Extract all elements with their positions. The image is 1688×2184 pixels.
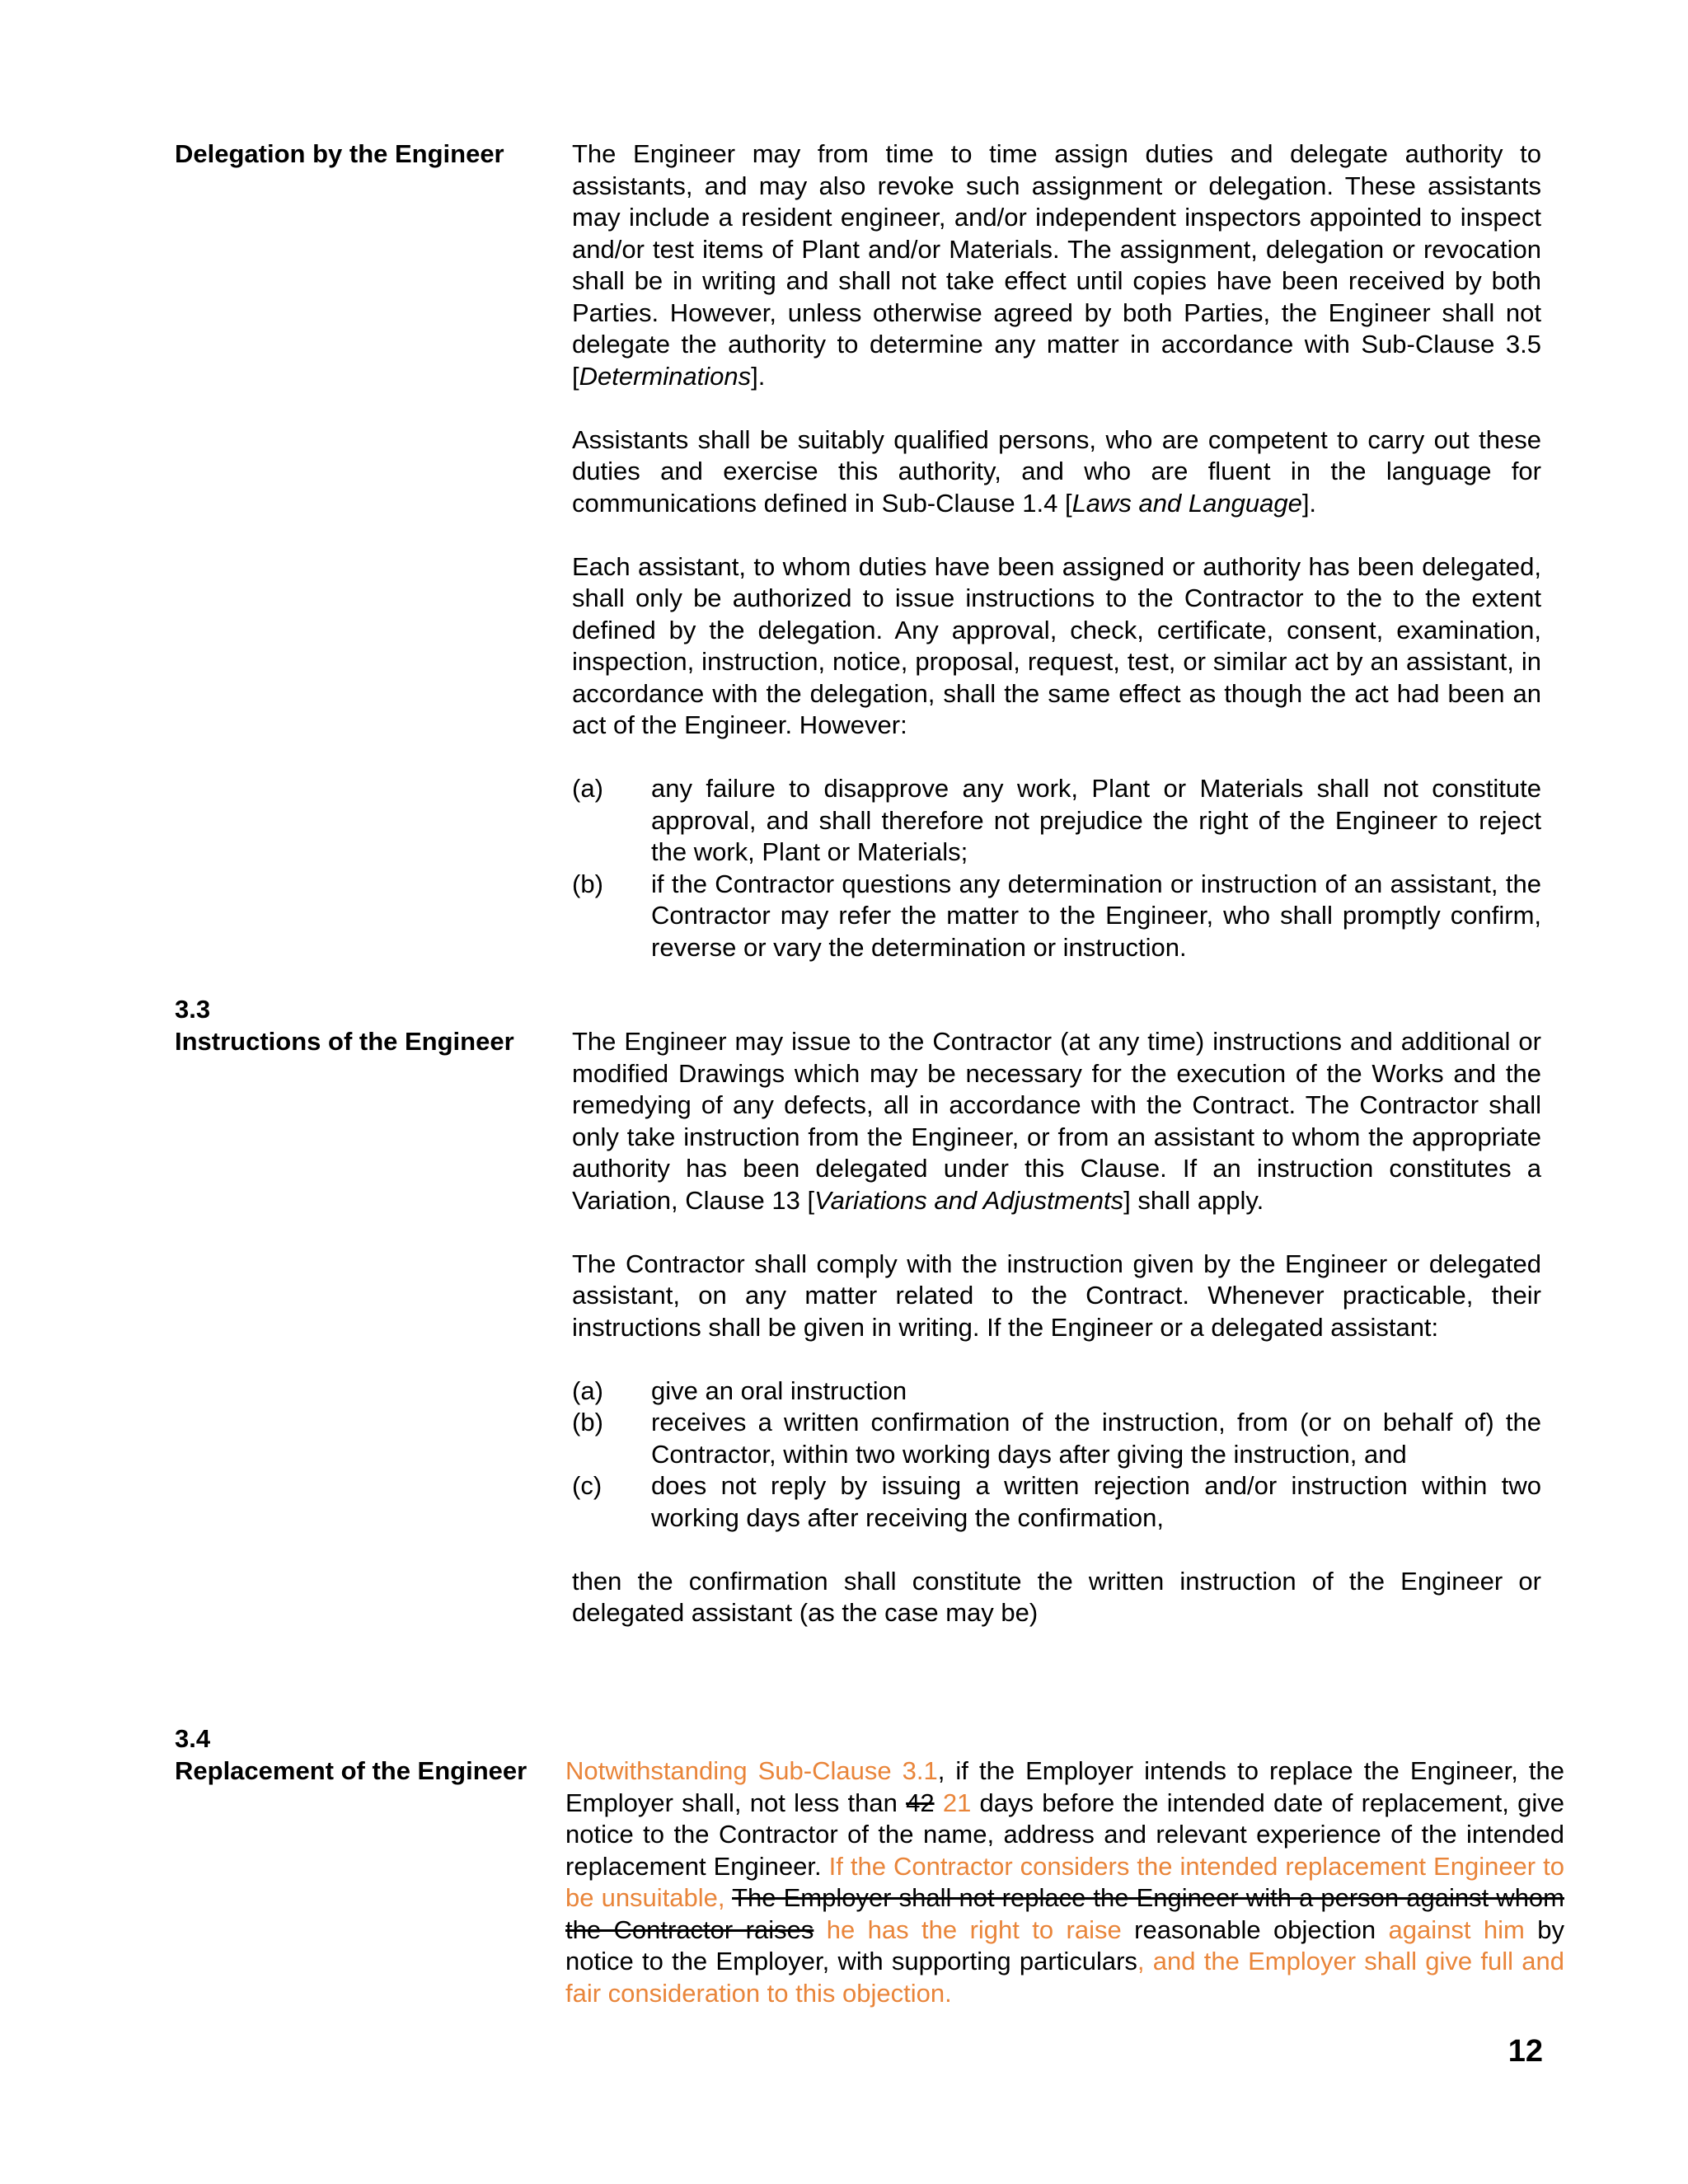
list-item-text: if the Contractor questions any determination or instruction of an assistant, the Contractor may refer the matter to the Engineer, who shall promptly confirm, reverse or vary the determination or instruction. xyxy=(651,869,1541,962)
delegation-p2-italic: Laws and Language xyxy=(1071,488,1302,518)
inserted-text: , and the Employer shall give full and fair consideration to this objection. xyxy=(565,1947,1564,2008)
clause-3-4-body xyxy=(565,1755,1564,2009)
clause-3-3-paragraph-1 xyxy=(572,1026,1541,1216)
delegation-heading: Delegation by the Engineer xyxy=(175,139,504,168)
inserted-text: he has the right to raise xyxy=(814,1915,1122,1944)
list-item xyxy=(572,869,1541,964)
inserted-text: 21 xyxy=(942,1788,972,1817)
list-item-text: does not reply by issuing a written rejection and/or instruction within two working days after receiving the confirmation, xyxy=(651,1471,1541,1532)
page-number: 12 xyxy=(1507,2034,1543,2069)
delegation-paragraph-3: Each assistant, to whom duties have been assigned or authority has been delegated, shall only be authorized to issue instructions to the Contractor to the to the extent defined by the delegation. Any approval, check, certificate, consent, examination, inspection, instruction, notice, proposal, request, test, or similar act by an assistant, in accordance with the delegation, shall the same effect as though the act had been an act of the Engineer. However: xyxy=(572,551,1541,739)
delegation-body xyxy=(572,138,1541,963)
list-item-label: (a) xyxy=(572,774,603,803)
list-item-label: (c) xyxy=(572,1471,603,1500)
deleted-text: The Employer shall not replace the Engineer with a person against whom the Contractor raises xyxy=(565,1883,1564,1944)
list-item-label: (b) xyxy=(572,869,603,898)
inserted-text: If the Contractor considers the intended replacement Engineer to be unsuitable, xyxy=(565,1851,1564,1912)
list-item xyxy=(572,1470,1541,1534)
delegation-paragraph-2 xyxy=(572,424,1541,520)
clause-3-4-number: 3.4 xyxy=(175,1724,211,1753)
inserted-text: against him xyxy=(1388,1915,1525,1944)
list-item-text: receives a written confirmation of the instruction, from (or on behalf of) the Contractor, within two working days after giving the instruction, and xyxy=(651,1408,1541,1469)
delegation-p1-end: ]. xyxy=(751,361,766,391)
list-item-label: (a) xyxy=(572,1376,603,1405)
clause-3-3-p1-text: The Engineer may issue to the Contractor (at any time) instructions and additional or modified Drawings which may be necessary for the execution of the Works and the remedying of any defects, all in accordance with the Contract. The Contractor shall only take instruction from the Engineer, or from an assistant to whom the appropriate authority has been delegated under this Clause. If an instruction constitutes a Variation, Clause 13 [ xyxy=(572,1027,1541,1215)
clause-3-4-title: Replacement of the Engineer xyxy=(175,1756,528,1785)
clause-3-4-paragraph xyxy=(565,1755,1564,2009)
deleted-text: 42 xyxy=(906,1788,935,1817)
list-item xyxy=(572,773,1541,869)
clause-3-3-paragraph-3: then the confirmation shall constitute the written instruction of the Engineer or delegated assistant (as the case may be) xyxy=(572,1566,1541,1627)
delegation-paragraph-1 xyxy=(572,138,1541,392)
inserted-text: Notwithstanding Sub-Clause 3.1 xyxy=(565,1756,938,1785)
clause-3-3-list xyxy=(572,1376,1541,1535)
list-item-text: any failure to disapprove any work, Plant or Materials shall not constitute approval, and shall therefore not prejudice the right of the Engineer to reject the work, Plant or Materials; xyxy=(651,774,1541,866)
delegation-p1-text: The Engineer may from time to time assign duties and delegate authority to assistants, and may also revoke such assignment or delegation. These assistants may include a resident engineer, and/or independent inspectors appointed to inspect and/or test items of Plant and/or Materials. The assignment, delegation or revocation shall be in writing and shall not take effect until copies have been received by both Parties. However, unless otherwise agreed by both Parties, the Engineer shall not delegate the authority to determine any matter in accordance with Sub-Clause 3.5 [ xyxy=(572,139,1541,391)
delegation-p1-italic: Determinations xyxy=(579,361,752,391)
clause-3-3-paragraph-2: The Contractor shall comply with the instruction given by the Engineer or delegated assistant, on any matter related to the Contract. Whenever practicable, their instructions shall be given in writing. If the Engineer or a delegated assistant: xyxy=(572,1249,1541,1342)
list-item-text: give an oral instruction xyxy=(651,1376,907,1405)
list-item-label: (b) xyxy=(572,1408,603,1436)
body-text: days before the intended date of replacement, give notice to the Contractor of the name, address and relevant experience of the intended replacement Engineer. xyxy=(565,1788,1564,1881)
body-text: by notice to the Employer, with supporting particulars xyxy=(565,1915,1565,1975)
list-item xyxy=(572,1407,1541,1470)
delegation-p2-text: Assistants shall be suitably qualified persons, who are competent to carry out these duties and exercise this authority, and who are fluent in the language for communications defined in Sub-Clause 1.4 [ xyxy=(572,424,1541,518)
clause-3-3-p1-end: ] shall apply. xyxy=(1123,1185,1264,1215)
clause-3-3-number: 3.3 xyxy=(175,995,211,1024)
clause-3-3-title: Instructions of the Engineer xyxy=(175,1027,514,1056)
body-text: , if the Employer intends to replace the Engineer, the Employer shall, not less than xyxy=(565,1756,1565,1817)
delegation-list xyxy=(572,773,1541,963)
body-text: reasonable objection xyxy=(1121,1915,1389,1944)
list-item xyxy=(572,1376,1541,1408)
clause-3-3-body xyxy=(572,1026,1541,1629)
clause-3-3-p1-italic: Variations and Adjustments xyxy=(814,1185,1124,1215)
delegation-p2-end: ]. xyxy=(1301,488,1317,518)
